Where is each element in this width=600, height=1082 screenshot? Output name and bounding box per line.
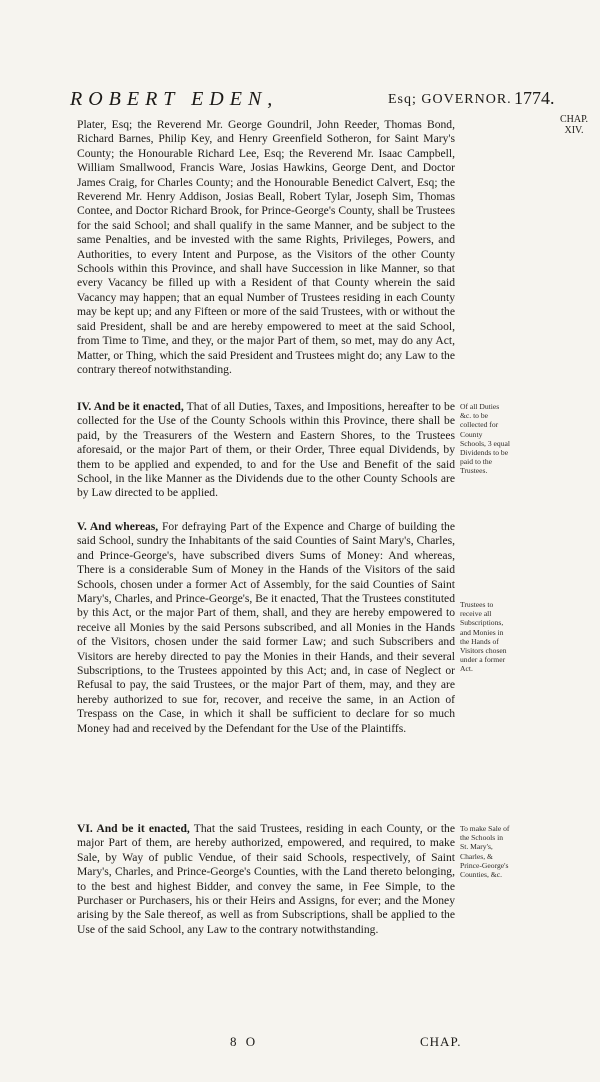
margin-note-subscriptions: Trustees to receive all Subscriptions, and Monies in the Hands of Visitors chosen under a former Act. [460, 600, 507, 674]
chapter-mark: CHAP. XIV. [559, 114, 589, 136]
paragraph-lead: VI. And be it enacted, [77, 822, 190, 835]
paragraph-lead: V. And whereas, [77, 520, 159, 533]
running-header [70, 88, 590, 114]
paragraph-text: Plater, Esq; the Reverend Mr. George Goundril, John Reeder, Thomas Bond, Richard Barnes, Philip Key, and Henry Greenfield Sotheron, for Saint Mary's County; the Honourable Richard Lee, Esq; the Reverend Mr. Isaac Campbell, William Smallwood, Francis Ware, Josias Hawkins, George Dent, and Doctor James Craig, for Charles County; and the Honourable Benedict Calvert, Esq; the Reverend Mr. Henry Addison, Josias Beall, Robert Tylar, Joseph Sim, Thomas Contee, and Doctor Richard Brook, for Prince-George's County, shall be Trustees for the said School; and shall qualify in the same Manner, and be subject to the same Penalties, and be invested with the same Rights, Privileges, Powers, and Authorities, to every Intent and Purpose, as the Visitors of the other County Schools within this Province, and shall have Succession in like Manner, so that every Vacancy be filled up with a Resident of that County wherein the said Vacancy may happen; that an equal Number of Trustees residing in each County may be kept up; and any Fifteen or more of the said Trustees, with or without the said President, shall be and are hereby empowered to meet at the said School, from Time to Time, and they, or the major Part of them, so met, may do any Act, Matter, or Thing, which the said President and Trustees might do; any Law to the contrary thereof notwithstanding. [77, 118, 455, 376]
paragraph-text: That of all Duties, Taxes, and Impositions, hereafter to be collected for the Use of the County Schools within this Province, there shall be paid, by the Treasurers of the Western and Eastern Shores, to the Trustees aforesaid, or the major Part of them, or their Order, Three equal Dividends, by them to be applied and expended, to and for the Use and Benefit of the said School, in the like Manner as the Dividends due to the other County Schools are by Law directed to be applied. [77, 400, 455, 500]
signature-mark: 8 O [230, 1034, 259, 1049]
paragraph-trustees [77, 118, 455, 377]
margin-note-sale: To make Sale of the Schools in St. Mary's, Charles, & Prince-George's Counties, &c. [460, 824, 510, 880]
catchword: CHAP. [420, 1034, 462, 1049]
margin-note-dividends: Of all Duties &c. to be collected for County Schools, 3 equal Dividends to be paid to the Trustees. [460, 402, 510, 476]
paragraph-lead: IV. And be it enacted, [77, 400, 184, 413]
page-footer [230, 1034, 550, 1050]
paragraph-text: That the said Trustees, residing in each County, or the major Part of them, are hereby authorized, empowered, and required, to make Sale, by Way of public Vendue, of their said Schools, respectively, of Saint Mary's, Charles, and Prince-George's Counties, with the Land thereto belonging, to the best and highest Bidder, and convey the same, in Fee Simple, to the Purchaser or Purchasers, his or their Heirs and Assigns, for ever; and the Money arising by the Sale thereof, as well as from Subscriptions, shall be applied to the Use of the said School, any Law to the contrary notwithstanding. [77, 822, 455, 936]
header-year: 1774. [514, 88, 555, 108]
header-title: Esq; GOVERNOR. [388, 92, 512, 107]
paragraph-section-iv [77, 400, 455, 501]
paragraph-text: For defraying Part of the Expence and Charge of building the said School, sundry the Inhabitants of the said Counties of Saint Mary's, Charles, and Prince-George's, have subscribed divers Sums of Money: And whereas, There is a considerable Sum of Money in the Hands of the Visitors of the said Schools, chosen under a former Act of Assembly, for the said Counties of Saint Mary's, Charles, and Prince-George's, Be it enacted, That the Trustees constituted by this Act, or the major Part of them, shall, and they are hereby empowered to receive all Monies by the said Persons subscribed, and all Monies in the Hands of the Visitors, chosen under the said former Law; and such Subscribers and Visitors are hereby directed to pay the Monies in their Hands, and their several Subscriptions, to the Trustees appointed by this Act; and, in case of Neglect or Refusal to pay, the said Trustees, or the major Part of them, may, and they are hereby authorized to sue for, recover, and receive the same, in an Action of Trespass on the Case, in which it shall be sufficient to declare for so much Money had and received by the Defendant for the Use of the Plaintiffs. [77, 520, 455, 735]
paragraph-section-vi [77, 822, 455, 937]
header-author: ROBERT EDEN, [70, 88, 279, 110]
paragraph-section-v [77, 520, 455, 736]
